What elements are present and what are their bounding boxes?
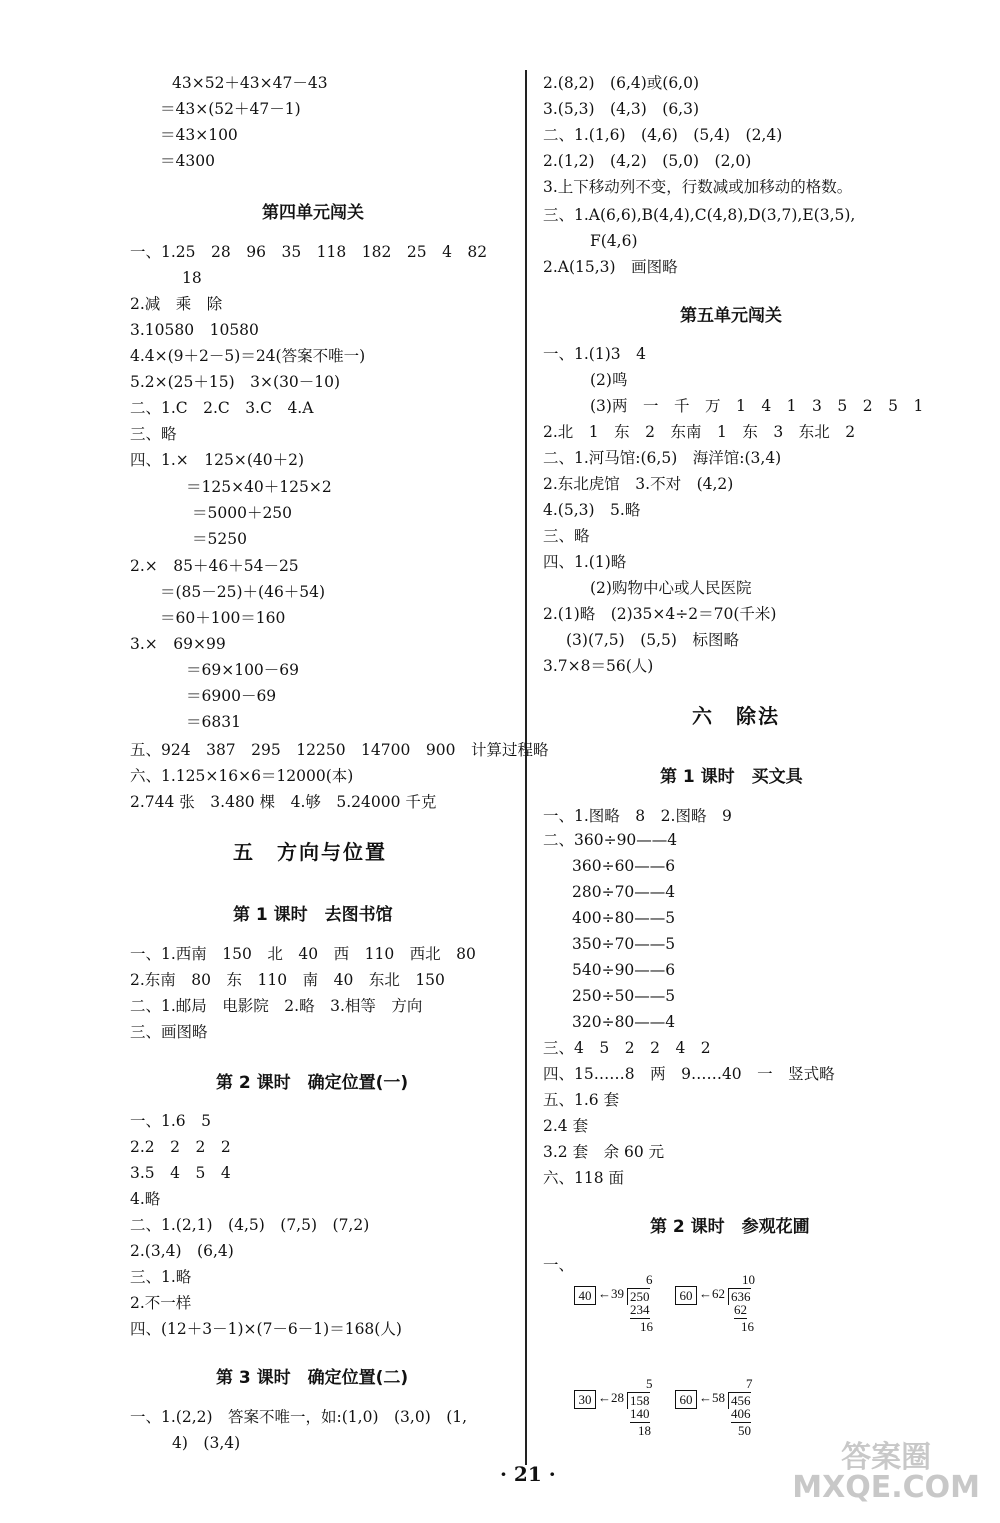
answer-line: 2.(1)略 (2)35×4÷2＝70(千米) [543, 605, 777, 623]
answer-line: 250÷50——5 [572, 987, 676, 1005]
answer-line: 2.744 张 3.480 棵 4.够 5.24000 千克 [130, 793, 437, 811]
divisor: 62 [712, 1286, 725, 1301]
answer-line: 二、1.邮局 电影院 2.略 3.相等 方向 [130, 997, 423, 1015]
answer-line: 一、1.西南 150 北 40 西 110 西北 80 [130, 945, 476, 963]
lesson-title: 第 2 课时 参观花圃 [650, 1217, 810, 1237]
answer-line: 2.北 1 东 2 东南 1 东 3 东北 2 [543, 423, 856, 441]
answer-line: 三、画图略 [130, 1023, 208, 1041]
answer-line: 二、360÷90——4 [543, 831, 678, 849]
answer-line: 一、1.6 5 [130, 1112, 212, 1130]
answer-line: 5.2×(25＋15) 3×(30－10) [130, 373, 341, 391]
arrow-icon: ← [598, 1286, 611, 1301]
answer-line: 二、1.C 2.C 3.C 4.A [130, 399, 314, 417]
unit4-title: 第四单元闯关 [262, 203, 364, 223]
divisor: 58 [712, 1390, 725, 1405]
answer-box: 60 [675, 1286, 697, 1305]
lesson-title: 第 3 课时 确定位置(二) [216, 1368, 409, 1388]
arrow-icon: ← [699, 1390, 712, 1405]
answer-line: 3.5 4 5 4 [130, 1164, 231, 1182]
column-divider [525, 70, 527, 1465]
divisor: 39 [611, 1286, 624, 1301]
answer-line: 二、1.(2,1) (4,5) (7,5) (7,2) [130, 1216, 370, 1234]
answer-line: 4) (3,4) [172, 1434, 241, 1452]
answer-line: 一、1.25 28 96 35 118 182 25 4 82 [130, 243, 488, 261]
answer-line: 三、略 [543, 527, 590, 545]
calc-line: ＝43×100 [160, 126, 238, 144]
answer-line: 二、1.河马馆:(6,5) 海洋馆:(3,4) [543, 449, 782, 467]
answer-line: 2.不一样 [130, 1294, 192, 1312]
answer-line: 三、1.略 [130, 1268, 192, 1286]
answer-line: ＝5000＋250 [192, 504, 293, 522]
answer-line: 2.(8,2) (6,4)或(6,0) [543, 74, 700, 92]
remainder: 50 [738, 1423, 751, 1438]
answer-line: ＝6900－69 [186, 687, 277, 705]
answer-line: 18 [182, 269, 202, 287]
dividend: 636 [728, 1288, 751, 1305]
answer-line: 3.(5,3) (4,3) (6,3) [543, 100, 700, 118]
answer-line: 一、 [543, 1256, 575, 1274]
calc-line: ＝4300 [160, 152, 215, 170]
answer-line: ＝60＋100＝160 [160, 609, 286, 627]
calc-line: ＝43×(52＋47－1) [160, 100, 301, 118]
answer-line: 3.× 69×99 [130, 635, 226, 653]
answer-line: 3.2 套 余 60 元 [543, 1143, 665, 1161]
answer-line: 320÷80——4 [572, 1013, 676, 1031]
dividend: 158 [627, 1392, 650, 1409]
answer-box: 30 [574, 1390, 596, 1409]
answer-line: 六、118 面 [543, 1169, 625, 1187]
quotient: 6 [646, 1272, 653, 1287]
answer-line: 350÷70——5 [572, 935, 676, 953]
calc-line: 43×52＋43×47－43 [172, 74, 328, 92]
remainder: 18 [638, 1423, 651, 1438]
answer-line: (2)鸣 [590, 371, 628, 389]
answer-line: 4.4×(9＋2－5)＝24(答案不唯一) [130, 347, 366, 365]
quotient: 7 [746, 1376, 753, 1391]
answer-line: 五、1.6 套 [543, 1091, 620, 1109]
answer-line: 五、924 387 295 12250 14700 900 计算过程略 [130, 741, 549, 759]
answer-line: 3.10580 10580 [130, 321, 259, 339]
answer-line: 四、1.× 125×(40＋2) [130, 451, 305, 469]
quotient: 5 [646, 1376, 653, 1391]
answer-line: 一、1.(2,2) 答案不唯一，如:(1,0) (3,0) (1, [130, 1408, 468, 1426]
dividend: 456 [728, 1392, 751, 1409]
product: 234 [630, 1302, 650, 1317]
lesson-title: 第 1 课时 买文具 [660, 767, 803, 787]
arrow-icon: ← [699, 1286, 712, 1301]
answer-line: ＝69×100－69 [186, 661, 300, 679]
answer-line: 2.4 套 [543, 1117, 589, 1135]
answer-line: 2.减 乘 除 [130, 295, 223, 313]
divisor: 28 [611, 1390, 624, 1405]
answer-line: 2.东北虎馆 3.不对 (4,2) [543, 475, 734, 493]
answer-line: F(4,6) [590, 232, 638, 250]
answer-line: 2.(1,2) (4,2) (5,0) (2,0) [543, 152, 752, 170]
lesson-title: 第 2 课时 确定位置(一) [216, 1073, 409, 1093]
remainder: 16 [741, 1319, 754, 1334]
product: 140 [630, 1406, 650, 1421]
answer-line: 3.7×8＝56(人) [543, 657, 654, 675]
answer-line: ＝(85－25)＋(46＋54) [160, 583, 326, 601]
answer-line: 360÷60——6 [572, 857, 676, 875]
answer-line: 二、1.(1,6) (4,6) (5,4) (2,4) [543, 126, 783, 144]
answer-line: 一、1.图略 8 2.图略 9 [543, 807, 732, 825]
answer-line: 400÷80——5 [572, 909, 676, 927]
answer-line: 一、1.(1)3 4 [543, 345, 646, 363]
answer-line: 2.A(15,3) 画图略 [543, 258, 678, 276]
quotient: 10 [742, 1272, 755, 1287]
answer-line: 4.(5,3) 5.略 [543, 501, 641, 519]
answer-line: 四、(12＋3－1)×(7－6－1)＝168(人) [130, 1320, 402, 1338]
answer-line: 4.略 [130, 1190, 161, 1208]
answer-line: 2.东南 80 东 110 南 40 东北 150 [130, 971, 445, 989]
unit5-title: 第五单元闯关 [680, 306, 782, 326]
answer-line: ＝125×40＋125×2 [186, 478, 332, 496]
answer-line: 三、略 [130, 425, 177, 443]
chapter6-title: 六 除法 [692, 704, 780, 728]
remainder: 16 [640, 1319, 653, 1334]
answer-box: 60 [675, 1390, 697, 1409]
lesson-title: 第 1 课时 去图书馆 [233, 905, 393, 925]
answer-line: 3.上下移动列不变，行数减或加移动的格数。 [543, 178, 853, 196]
answer-line: 2.(3,4) (6,4) [130, 1242, 234, 1260]
product: 406 [731, 1406, 751, 1421]
answer-line: (3)两 一 千 万 1 4 1 3 5 2 5 1 [590, 397, 924, 415]
answer-line: 2.× 85＋46＋54－25 [130, 557, 299, 575]
answer-line: (2)购物中心或人民医院 [590, 579, 752, 597]
arrow-icon: ← [598, 1390, 611, 1405]
dividend: 250 [627, 1288, 650, 1305]
answer-line: ＝5250 [192, 530, 247, 548]
answer-line: 四、15……8 两 9……40 一 竖式略 [543, 1065, 835, 1083]
answer-line: 六、1.125×16×6＝12000(本) [130, 767, 354, 785]
answer-line: ＝6831 [186, 713, 241, 731]
answer-line: (3)(7,5) (5,5) 标图略 [566, 631, 739, 649]
answer-line: 540÷90——6 [572, 961, 676, 979]
answer-line: 三、1.A(6,6),B(4,4),C(4,8),D(3,7),E(3,5), [543, 206, 856, 224]
page-number: · 21 · [500, 1462, 556, 1486]
answer-box: 40 [574, 1286, 596, 1305]
chapter5-title: 五 方向与位置 [233, 840, 387, 864]
watermark-logo: 答案圈 MXQE.COM [792, 1440, 980, 1505]
product: 62 [734, 1302, 747, 1317]
answer-line: 三、4 5 2 2 4 2 [543, 1039, 711, 1057]
answer-line: 2.2 2 2 2 [130, 1138, 231, 1156]
answer-line: 四、1.(1)略 [543, 553, 627, 571]
answer-line: 280÷70——4 [572, 883, 676, 901]
